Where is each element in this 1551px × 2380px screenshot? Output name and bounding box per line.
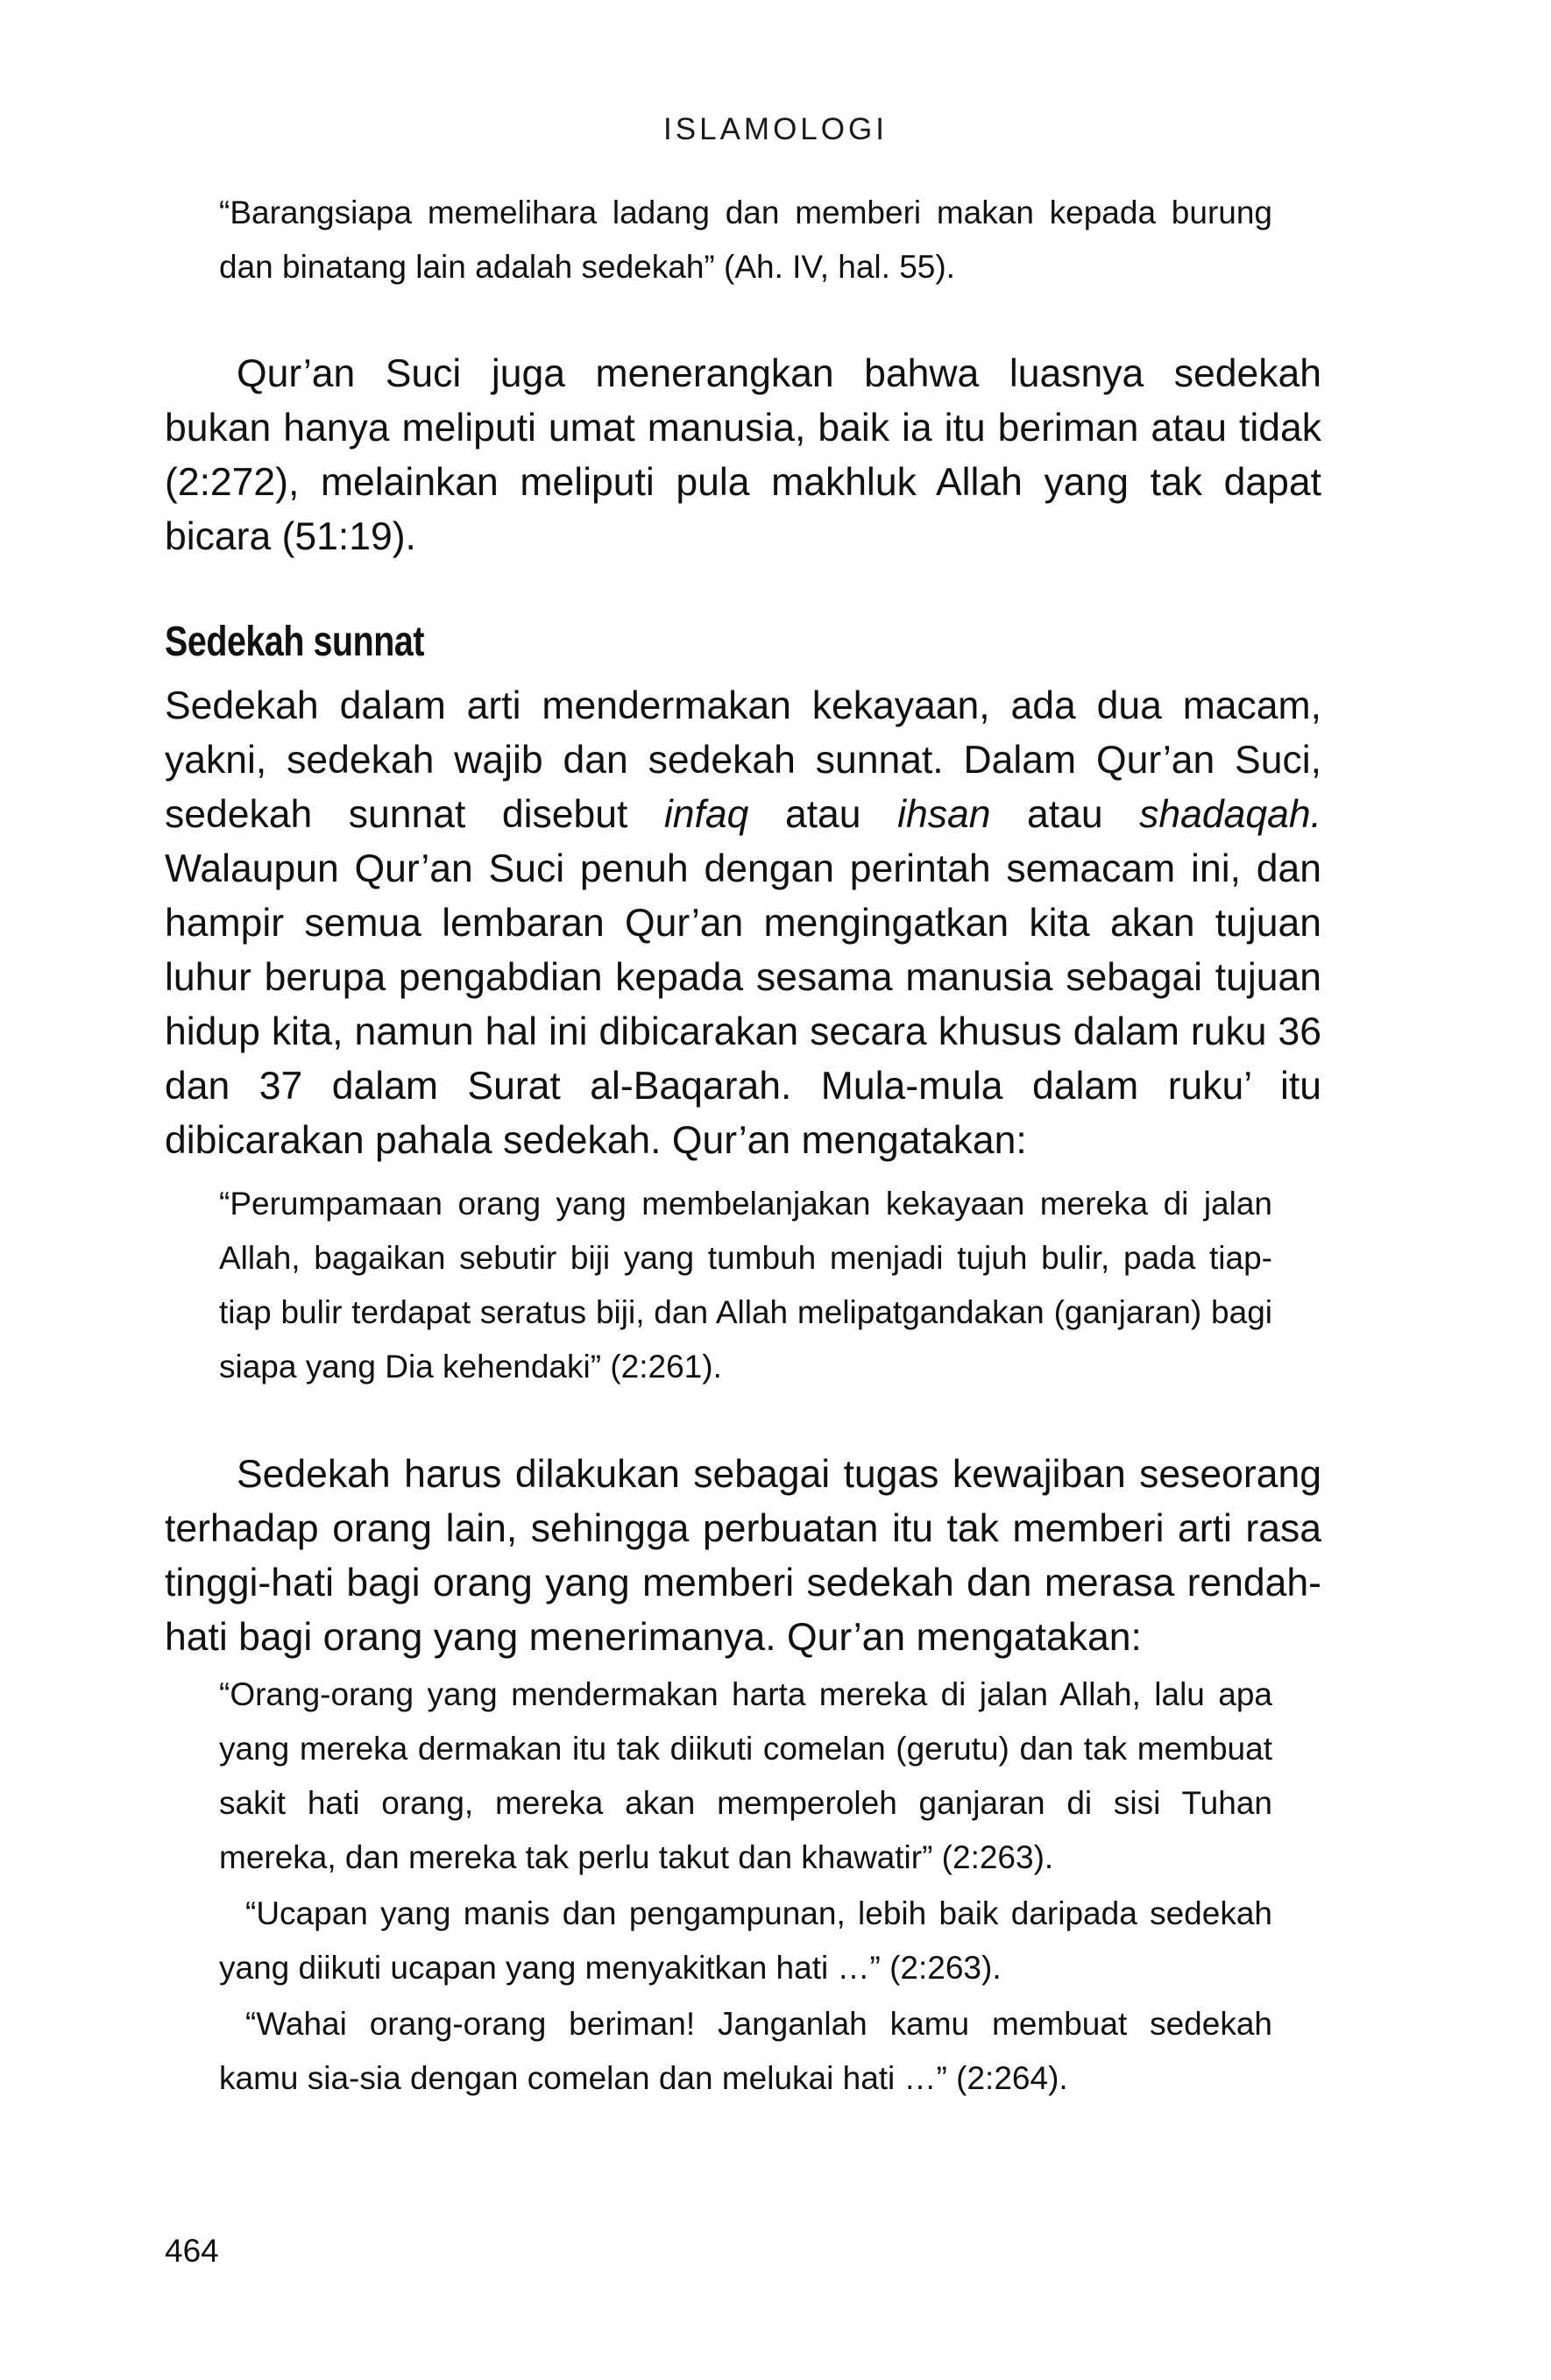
section-heading: Sedekah sunnat: [165, 619, 425, 665]
paragraph-segment: atau: [748, 793, 898, 836]
quote-ladang: [219, 186, 1272, 294]
quote-group: [219, 1668, 1272, 2106]
paragraph-text: Sedekah harus dilakukan sebagai tugas kewajiban seseorang terhadap orang lain, sehingga perbuatan itu tak memberi arti rasa tinggi-hati bagi orang yang memberi sedekah dan merasa rendah-hati bagi orang yang menerimanya. Qur’an mengatakan:: [165, 1453, 1321, 1659]
term-infaq: infaq: [663, 793, 749, 836]
term-ihsan: ihsan: [897, 793, 991, 836]
paragraph-luasnya-sedekah: [165, 347, 1321, 564]
quote-text: “Ucapan yang manis dan pengampunan, lebih baik daripada sedekah yang diikuti ucapan yang menyakitkan hati …” (2:263).: [219, 1895, 1272, 1986]
quote-text: “Wahai orang-orang beriman! Janganlah kamu membuat sedekah kamu sia-sia dengan comelan dan melukai hati …” (2:264).: [219, 2006, 1272, 2096]
quote-perumpamaan: [219, 1177, 1272, 1394]
paragraph-tugas-kewajiban: [165, 1448, 1321, 1665]
quote-text: “Perumpamaan orang yang membelanjakan kekayaan mereka di jalan Allah, bagaikan sebutir biji yang tumbuh menjadi tujuh bulir, pada tiap-tiap bulir terdapat seratus biji, dan Allah melipatgandakan (ganjaran) bagi siapa yang Dia kehendaki” (2:261).: [219, 1186, 1272, 1385]
paragraph-sedekah-sunnat: [165, 679, 1321, 1168]
paragraph-segment: Walaupun Qur’an Suci penuh dengan perintah semacam ini, dan hampir semua lembaran Qur’an mengingatkan kita akan tujuan luhur berupa pengabdian kepada sesama manusia sebagai tujuan hidup kita, namun hal ini dibicarakan secara khusus dalam ruku 36 dan 37 dalam Surat al-Baqarah. Mula-mula dalam ruku’ itu dibicarakan pahala sedekah. Qur’an mengatakan:: [165, 847, 1321, 1162]
paragraph-segment: atau: [990, 793, 1140, 836]
term-shadaqah: shadaqah.: [1139, 793, 1321, 836]
paragraph-segment: Sedekah dalam arti mendermakan kekayaan, ada dua macam, yakni, sedekah wajib dan sedekah sunnat. Dalam Qur’an Suci, sedekah sunnat disebut: [165, 684, 1321, 836]
quote-text: “Orang-orang yang mendermakan harta mereka di jalan Allah, lalu apa yang mereka dermakan itu tak diikuti comelan (gerutu) dan tak membuat sakit hati orang, mereka akan memperoleh ganjaran di sisi Tuhan mereka, dan mereka tak perlu takut dan khawatir” (2:263).: [219, 1676, 1272, 1875]
running-head: ISLAMOLOGI: [663, 112, 888, 146]
page-number: 464: [165, 2233, 219, 2269]
paragraph-text: Qur’an Suci juga menerangkan bahwa luasnya sedekah bukan hanya meliputi umat manusia, baik ia itu beriman atau tidak (2:272), melainkan meliputi pula makhluk Allah yang tak dapat bicara (51:19).: [165, 352, 1321, 558]
paragraph-text: [165, 679, 1321, 1168]
quote-text: “Barangsiapa memelihara ladang dan memberi makan kepada burung dan binatang lain adalah sedekah” (Ah. IV, hal. 55).: [219, 195, 1272, 285]
